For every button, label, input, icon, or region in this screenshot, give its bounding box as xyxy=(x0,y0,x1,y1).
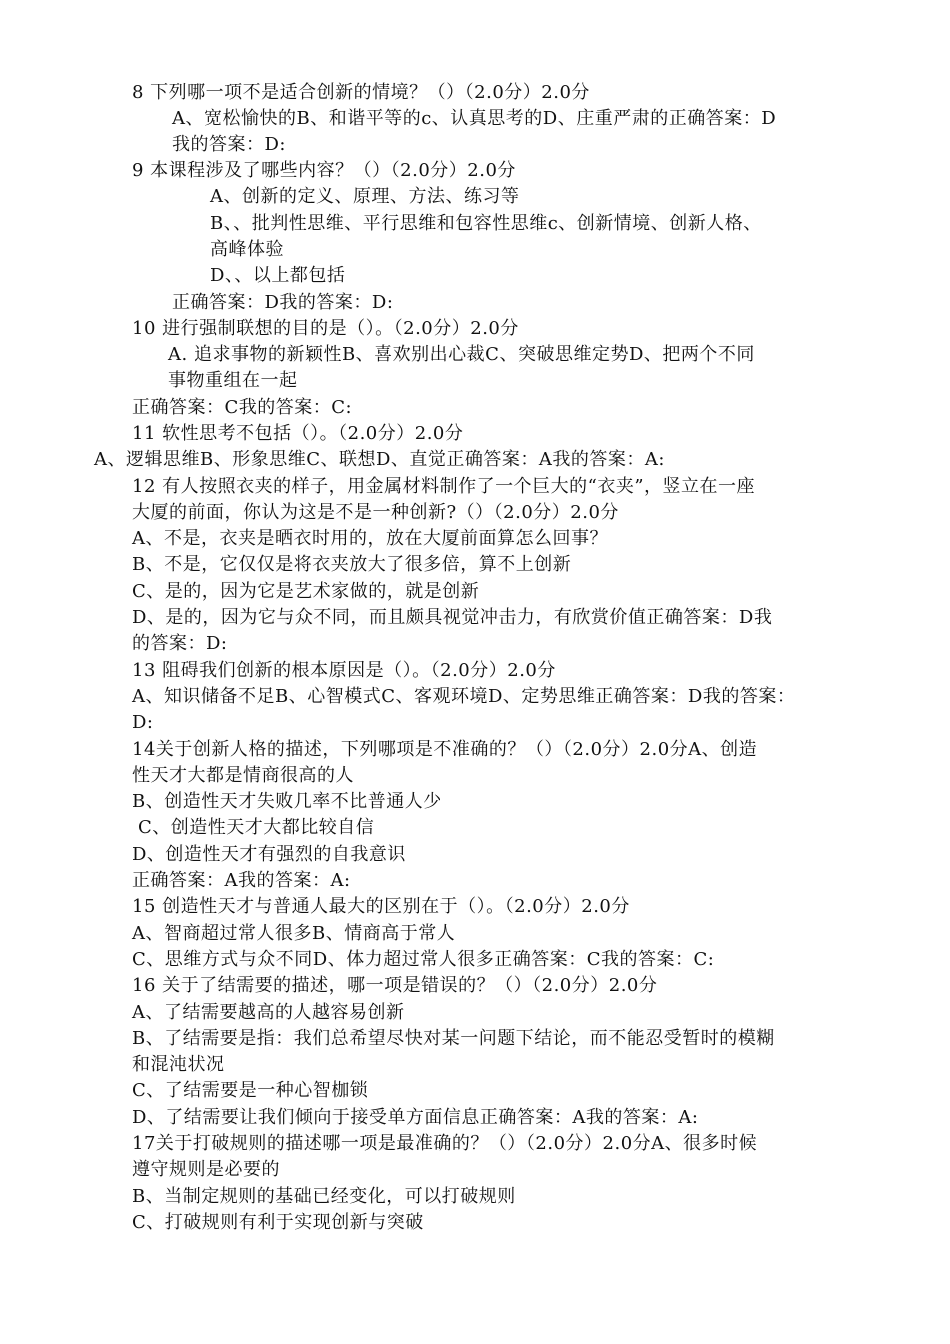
question-16-option-a: A、了结需要越高的人越容易创新 xyxy=(132,1002,405,1023)
question-9-option-b-cont: 高峰体验 xyxy=(210,239,284,260)
question-15-line: 15 创造性天才与普通人最大的区别在于（）。（2.0分）2.0分 xyxy=(132,896,630,917)
question-17-line-cont: 遵守规则是必要的 xyxy=(132,1159,280,1180)
question-11-options: A、逻辑思维B、形象思维C、联想D、直觉正确答案：A我的答案：A: xyxy=(94,449,665,470)
question-13-line: 13 阻碍我们创新的根本原因是（）。（2.0分）2.0分 xyxy=(132,660,556,681)
question-8-line: 8 下列哪一项不是适合创新的情境？（）（2.0分）2.0分 xyxy=(132,82,590,103)
question-9-option-a: A、创新的定义、原理、方法、练习等 xyxy=(210,186,520,207)
question-9-line: 9 本课程涉及了哪些内容？（）（2.0分）2.0分 xyxy=(132,160,516,181)
question-16-option-b-cont: 和混沌状况 xyxy=(132,1054,225,1075)
question-14-option-b: B、创造性天才失败几率不比普通人少 xyxy=(132,791,442,812)
question-12-option-d: D、是的，因为它与众不同，而且颇具视觉冲击力，有欣赏价值正确答案：D我 xyxy=(132,607,773,628)
question-14-answer: 正确答案：A我的答案：A: xyxy=(132,870,351,891)
question-11-line: 11 软性思考不包括（）。（2.0分）2.0分 xyxy=(132,423,464,444)
question-16-line: 16 关于了结需要的描述，哪一项是错误的？（）（2.0分）2.0分 xyxy=(132,975,658,996)
question-8-options: A、宽松愉快的B、和谐平等的c、认真思考的D、庄重严肃的正确答案：D xyxy=(172,108,777,129)
question-14-option-d: D、创造性天才有强烈的自我意识 xyxy=(132,844,406,865)
question-14-line: 14关于创新人格的描述，下列哪项是不准确的？（）（2.0分）2.0分A、创造 xyxy=(132,739,758,760)
question-16-option-b: B、了结需要是指：我们总希望尽快对某一问题下结论，而不能忍受暂时的模糊 xyxy=(132,1028,775,1049)
question-12-line: 12 有人按照衣夹的样子，用金属材料制作了一个巨大的“衣夹”，竖立在一座 xyxy=(132,476,756,497)
question-12-my-answer: 的答案：D: xyxy=(132,633,228,654)
question-10-answer: 正确答案：C我的答案：C: xyxy=(132,397,353,418)
question-17-option-b: B、当制定规则的基础已经变化，可以打破规则 xyxy=(132,1186,516,1207)
question-15-option-cd: C、思维方式与众不同D、体力超过常人很多正确答案：C我的答案：C: xyxy=(132,949,715,970)
question-12-option-a: A、不是，衣夹是晒衣时用的，放在大厦前面算怎么回事？ xyxy=(132,528,608,549)
question-9-option-b: B、、批判性思维、平行思维和包容性思维c、创新情境、创新人格、 xyxy=(210,213,762,234)
question-10-options: A. 追求事物的新颖性B、喜欢别出心裁C、突破思维定势D、把两个不同 xyxy=(168,344,755,365)
question-17-option-c: C、打破规则有利于实现创新与突破 xyxy=(132,1212,424,1233)
question-9-answer: 正确答案：D我的答案：D: xyxy=(172,292,394,313)
question-9-option-d: D、、以上都包括 xyxy=(210,265,346,286)
question-13-options: A、知识储备不足B、心智模式C、客观环境D、定势思维正确答案：D我的答案： xyxy=(132,686,796,707)
question-15-option-ab: A、智商超过常人很多B、情商高于常人 xyxy=(132,923,456,944)
question-13-my-answer: D: xyxy=(132,712,154,733)
question-12-line-cont: 大厦的前面，你认为这是不是一种创新?（）（2.0分）2.0分 xyxy=(132,502,619,523)
question-14-line-cont: 性天才大都是情商很高的人 xyxy=(132,765,354,786)
question-16-option-d: D、了结需要让我们倾向于接受单方面信息正确答案：A我的答案：A: xyxy=(132,1107,699,1128)
question-12-option-c: C、是的，因为它是艺术家做的，就是创新 xyxy=(132,581,480,602)
question-8-my-answer: 我的答案：D: xyxy=(172,134,286,155)
question-10-options-cont: 事物重组在一起 xyxy=(168,370,298,391)
question-17-line: 17关于打破规则的描述哪一项是最准确的？（）（2.0分）2.0分A、很多时候 xyxy=(132,1133,758,1154)
question-14-option-c: C、创造性天才大都比较自信 xyxy=(138,817,375,838)
question-12-option-b: B、不是，它仅仅是将衣夹放大了很多倍，算不上创新 xyxy=(132,554,572,575)
question-10-line: 10 进行强制联想的目的是（）。（2.0分）2.0分 xyxy=(132,318,519,339)
question-16-option-c: C、了结需要是一种心智枷锁 xyxy=(132,1080,369,1101)
